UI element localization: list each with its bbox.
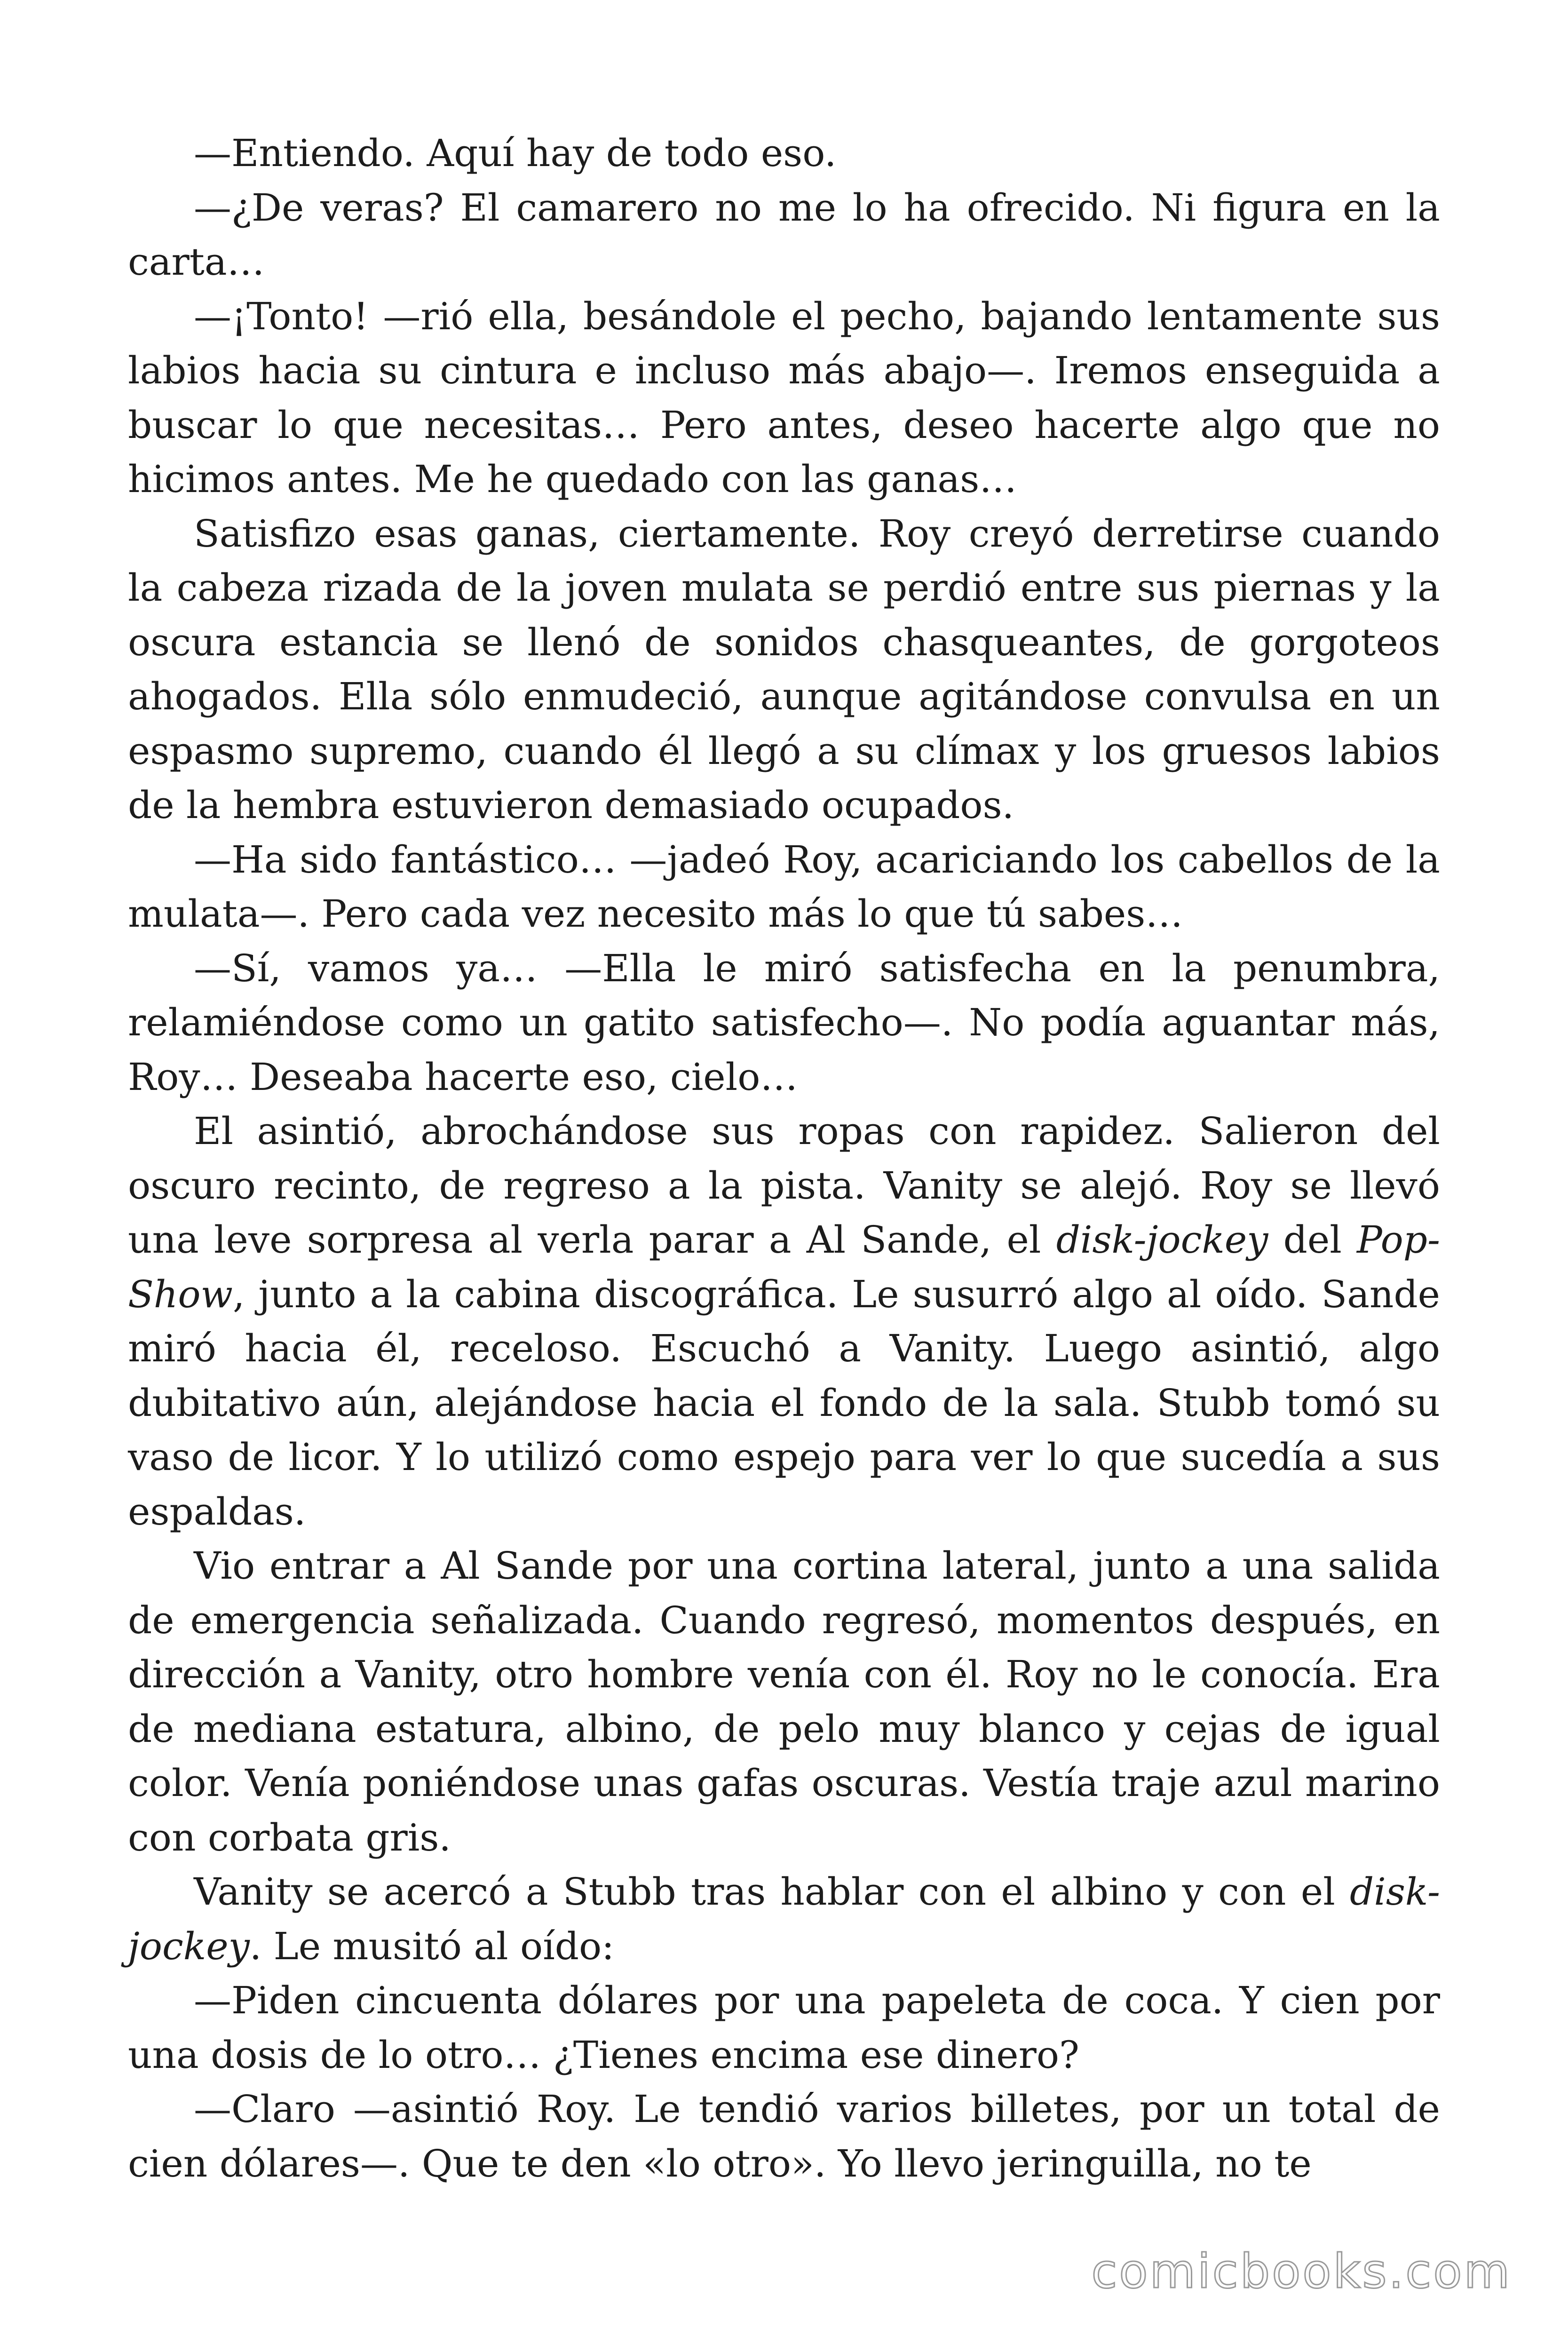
text-run: —Entiendo. Aquí hay de todo eso. [194,131,837,175]
body-text [128,126,1440,2191]
paragraph [128,181,1440,289]
text-run: —Claro —asintió Roy. Le tendió varios billetes, por un total de cien dólares—. Que te den «lo otro». Yo llevo jeringuilla, no te [128,2087,1440,2185]
text-run: —¿De veras? El camarero no me lo ha ofrecido. Ni figura en la carta… [128,185,1440,284]
paragraph [128,1539,1440,1865]
paragraph [128,833,1440,941]
paragraph [128,2082,1440,2191]
text-run: El asintió, abrochándose sus ropas con rapidez. Salieron del oscuro recinto, de regreso a la pista. Vanity se alejó. Roy se llevó una leve sorpresa al verla parar a Al Sande, el [128,1109,1440,1262]
paragraph [128,1104,1440,1539]
text-run: , junto a la cabina discográfica. Le susurró algo al oído. Sande miró hacia él, receloso. Escuchó a Vanity. Luego asintió, algo dubitativo aún, alejándose hacia el fondo de la sala. Stubb tomó su vaso de licor. Y lo utilizó como espejo para ver lo que sucedía a sus espaldas. [128,1272,1440,1534]
text-run: —Sí, vamos ya… —Ella le miró satisfecha en la penumbra, relamiéndose como un gatito satisfecho—. No podía aguantar más, Roy… Deseaba hacerte eso, cielo… [128,946,1440,1099]
paragraph [128,1973,1440,2082]
paragraph [128,507,1440,833]
text-run: Vanity se acercó a Stubb tras hablar con el albino y con el [194,1870,1350,1914]
paragraph [128,289,1440,507]
text-run: —Piden cincuenta dólares por una papeleta de coca. Y cien por una dosis de lo otro… ¿Tienes encima ese dinero? [128,1979,1440,2077]
text-run: —¡Tonto! —rió ella, besándole el pecho, bajando lentamente sus labios hacia su cintura e incluso más abajo—. Iremos enseguida a buscar lo que necesitas… Pero antes, deseo hacerte algo que no hicimos antes. Me he quedado con las ganas… [128,294,1440,501]
text-run: —Ha sido fantástico… —jadeó Roy, acariciando los cabellos de la mulata—. Pero cada vez necesito más lo que tú sabes… [128,837,1440,936]
italic-term: disk-jockey [1056,1218,1268,1262]
paragraph [128,941,1440,1104]
text-run: del [1268,1218,1357,1262]
text-run: Vio entrar a Al Sande por una cortina lateral, junto a una salida de emergencia señalizada. Cuando regresó, momentos después, en dirección a Vanity, otro hombre venía con él. Roy no le conocía. Era de mediana estatura, albino, de pelo muy blanco y cejas de igual color. Venía poniéndose unas gafas oscuras. Vestía traje azul marino con corbata gris. [128,1544,1440,1859]
text-run: Satisfizo esas ganas, ciertamente. Roy creyó derretirse cuando la cabeza rizada de la joven mulata se perdió entre sus piernas y la oscura estancia se llenó de sonidos chasqueantes, de gorgoteos ahogados. Ella sólo enmudeció, aunque agitándose convulsa en un espasmo supremo, cuando él llegó a su clímax y los gruesos labios de la hembra estuvieron demasiado ocupados. [128,511,1440,827]
watermark-logo: comicbooks.com [1091,2244,1512,2299]
paragraph [128,126,1440,181]
italic-term: Pop-Show [128,1218,1441,1316]
paragraph [128,1865,1440,1973]
italic-term: disk-jockey [128,1870,1440,1968]
text-run: . Le musitó al oído: [249,1924,615,1968]
